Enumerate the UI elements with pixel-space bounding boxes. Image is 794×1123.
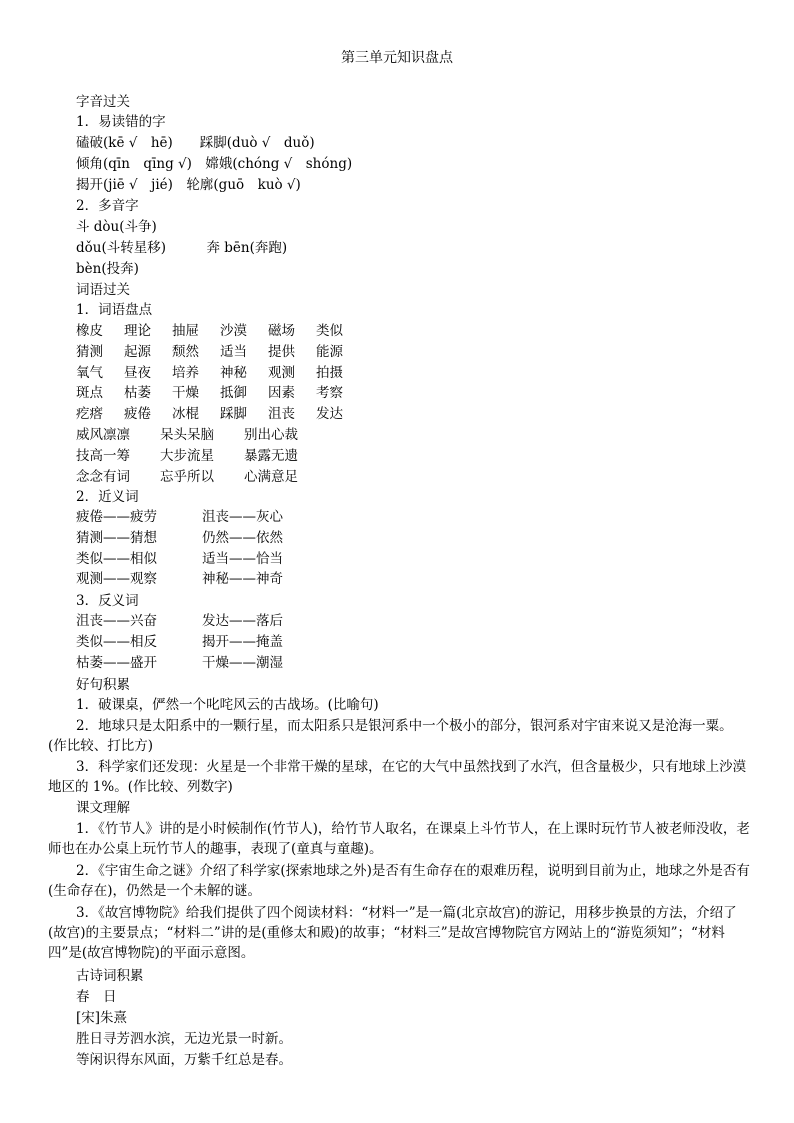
- word: 抵御: [220, 385, 247, 402]
- pronunciation-line: 揭开(jiē √ jié) 轮廓(guō kuò √): [76, 177, 301, 193]
- word-row: [76, 342, 364, 363]
- word: 沙漠: [220, 323, 247, 339]
- word: 理论: [124, 323, 151, 339]
- idiom: 暴露无遗: [244, 447, 298, 464]
- word-row: [76, 404, 364, 425]
- synonym-pair: 类似——相似: [76, 550, 157, 567]
- word: 踩脚: [220, 406, 247, 423]
- page-title: 第三单元知识盘点: [341, 50, 453, 66]
- section-heading-sentences: 好句积累: [76, 677, 130, 693]
- comprehension-paragraph: 3．《故宫博物院》给我们提供了四个阅读材料：“材料一”是一篇(北京故宫)的游记，用移步换景的方法，介绍了(故宫)的主要景点；“材料二”讲的是(重修太和殿)的故事；“材料三”是故宫博物院官方网站上的“游览须知”；“材料四”是(故宫博物院)的平面示意图。: [48, 905, 737, 961]
- subheading-synonyms: 2．近义词: [76, 489, 139, 505]
- word: 适当: [220, 343, 247, 360]
- synonym-row: [76, 528, 328, 549]
- synonym-pair: 神秘——神奇: [202, 571, 283, 588]
- idiom-row: [76, 446, 364, 467]
- sentence-paragraph: 1．破课桌，俨然一个叱咤风云的古战场。(比喻句): [76, 697, 379, 713]
- word: 抽屉: [172, 323, 199, 339]
- word-row: [76, 383, 364, 404]
- comprehension-paragraph: 2．《宇宙生命之谜》介绍了科学家(探索地球之外)是否有生命存在的艰难历程，说明到目前为止，地球之外是否有(生命存在)，仍然是一个未解的谜。: [48, 863, 750, 899]
- antonym-row: [76, 632, 328, 653]
- section-heading-comprehension: 课文理解: [76, 800, 130, 816]
- word: 培养: [172, 364, 199, 381]
- synonym-pair: 仍然——依然: [202, 529, 283, 546]
- word: 冰棍: [172, 406, 199, 423]
- synonym-pair: 观测——观察: [76, 571, 157, 588]
- polyphonic-line: 斗 dòu(斗争): [76, 219, 157, 235]
- synonym-pair: 适当——恰当: [202, 550, 283, 567]
- word: 起源: [124, 343, 151, 360]
- antonym-pair: 干燥——潮湿: [202, 654, 283, 671]
- idiom: 技高一筹: [76, 447, 130, 464]
- word: 颓然: [172, 343, 199, 360]
- subheading-antonyms: 3．反义词: [76, 593, 139, 609]
- synonym-row: [76, 569, 328, 590]
- poem-line: 等闲识得东风面，万紫千红总是春。: [76, 1052, 292, 1068]
- idiom: 呆头呆脑: [160, 426, 214, 443]
- antonym-pair: 类似——相反: [76, 633, 157, 650]
- antonym-pair: 发达——落后: [202, 613, 283, 629]
- sentence-paragraph: 3．科学家们还发现：火星是一个非常干燥的星球，在它的大气中虽然找到了水汽，但含量极少，只有地球上沙漠地区的 1%。(作比较、列数字): [48, 759, 747, 795]
- synonym-table: [76, 507, 328, 590]
- polyphonic-line: dǒu(斗转星移) 奔 bēn(奔跑): [76, 240, 288, 256]
- idiom-row: [76, 425, 364, 446]
- word: 疙瘩: [76, 406, 103, 423]
- synonym-pair: 沮丧——灰心: [202, 509, 283, 525]
- word-row: [76, 321, 364, 342]
- word: 因素: [268, 385, 295, 402]
- word: 斑点: [76, 385, 103, 402]
- synonym-row: [76, 549, 328, 570]
- word-table: [76, 321, 364, 487]
- word: 能源: [316, 343, 343, 360]
- idiom: 大步流星: [160, 447, 214, 464]
- idiom: 别出心裁: [244, 426, 298, 443]
- word: 类似: [316, 323, 343, 339]
- word: 考察: [316, 385, 343, 402]
- subheading-word-list: 1．词语盘点: [76, 302, 153, 318]
- synonym-row: [76, 507, 328, 528]
- poem-author: [宋]朱熹: [76, 1010, 128, 1026]
- subheading-easy-misread: 1．易读错的字: [76, 114, 166, 130]
- sentence-paragraph: 2．地球只是太阳系中的一颗行星，而太阳系只是银河系中一个极小的部分，银河系对宇宙来说又是沧海一粟。(作比较、打比方): [48, 718, 733, 754]
- idiom: 忘乎所以: [160, 468, 214, 485]
- word: 沮丧: [268, 406, 295, 423]
- polyphonic-line: bèn(投奔): [76, 261, 139, 277]
- section-heading-pronunciation: 字音过关: [76, 94, 130, 110]
- comprehension-paragraph: 1．《竹节人》讲的是小时候制作(竹节人)，给竹节人取名，在课桌上斗竹节人，在上课时玩竹节人被老师没收，老师也在办公桌上玩竹节人的趣事，表现了(童真与童趣)。: [48, 821, 750, 857]
- idiom: 威风凛凛: [76, 426, 130, 443]
- antonym-table: [76, 611, 328, 673]
- idiom: 念念有词: [76, 468, 130, 485]
- antonym-row: [76, 611, 328, 632]
- word: 观测: [268, 364, 295, 381]
- section-heading-poetry: 古诗词积累: [76, 968, 144, 984]
- word: 疲倦: [124, 406, 151, 423]
- word: 拍摄: [316, 364, 343, 381]
- word: 枯萎: [124, 385, 151, 402]
- antonym-pair: 枯萎——盛开: [76, 654, 157, 671]
- section-heading-vocabulary: 词语过关: [76, 282, 130, 298]
- word: 干燥: [172, 385, 199, 402]
- idiom: 心满意足: [244, 468, 298, 485]
- word: 提供: [268, 343, 295, 360]
- word: 猜测: [76, 343, 103, 360]
- word: 发达: [316, 406, 343, 423]
- synonym-pair: 疲倦——疲劳: [76, 509, 157, 525]
- pronunciation-line: 磕破(kē √ hē) 踩脚(duò √ duǒ): [76, 135, 315, 151]
- word: 橡皮: [76, 323, 103, 339]
- idiom-row: [76, 467, 364, 488]
- antonym-row: [76, 653, 328, 674]
- pronunciation-line: 倾角(qīn qīng √) 嫦娥(chóng √ shóng): [76, 156, 353, 172]
- poem-title: 春 日: [76, 989, 117, 1005]
- word: 昼夜: [124, 364, 151, 381]
- poem-line: 胜日寻芳泗水滨，无边光景一时新。: [76, 1031, 292, 1047]
- word-row: [76, 363, 364, 384]
- word: 氧气: [76, 364, 103, 381]
- antonym-pair: 沮丧——兴奋: [76, 613, 157, 629]
- subheading-polyphonic: 2．多音字: [76, 198, 139, 214]
- synonym-pair: 猜测——猜想: [76, 529, 157, 546]
- antonym-pair: 揭开——掩盖: [202, 633, 283, 650]
- word: 神秘: [220, 364, 247, 381]
- word: 磁场: [268, 323, 295, 339]
